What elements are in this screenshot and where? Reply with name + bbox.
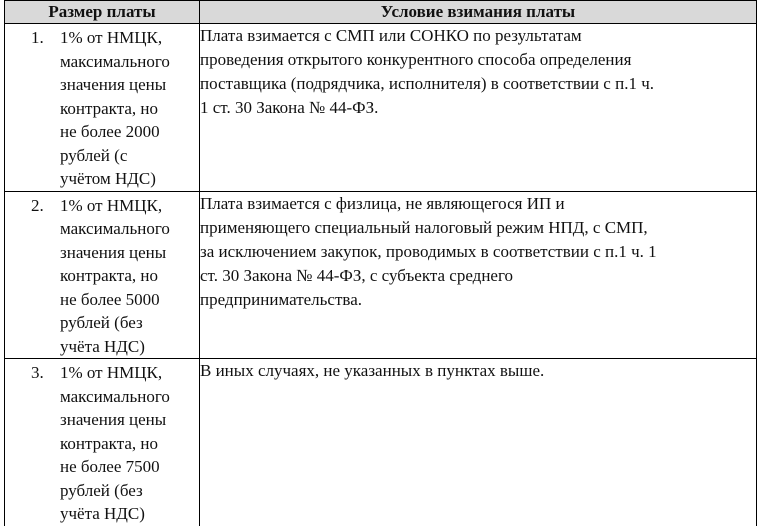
table-row xyxy=(5,359,757,526)
row-number: 2. xyxy=(31,195,44,215)
fee-size-text: 1% от НМЦК, максимального значения цены контракта, но не более 7500 рублей (без учёта НДС) xyxy=(60,363,170,523)
header-fee-condition: Условие взимания платы xyxy=(200,1,757,24)
fee-size-cell xyxy=(5,24,200,192)
table-row xyxy=(5,24,757,192)
fee-table xyxy=(4,0,757,526)
fee-size-text: 1% от НМЦК, максимального значения цены контракта, но не более 5000 рублей (без учёта НДС) xyxy=(60,195,170,356)
table-header-row xyxy=(5,1,757,24)
fee-size-cell xyxy=(5,191,200,359)
fee-size-text: 1% от НМЦК, максимального значения цены контракта, но не более 2000 рублей (с учётом НДС) xyxy=(60,28,170,188)
table-row xyxy=(5,191,757,359)
header-fee-size: Размер платы xyxy=(5,1,200,24)
fee-condition-text: Плата взимается с СМП или СОНКО по результатам проведения открытого конкурентного способа определения поставщика (подрядчика, исполнителя) в соответствии с п.1 ч. 1 ст. 30 Закона № 44-ФЗ. xyxy=(200,24,757,192)
fee-condition-text: В иных случаях, не указанных в пунктах выше. xyxy=(200,359,757,526)
row-number: 3. xyxy=(31,363,44,382)
row-number: 1. xyxy=(31,28,44,47)
fee-condition-text: Плата взимается с физлица, не являющегося ИП и применяющего специальный налоговый режим НПД, с СМП, за исключением закупок, проводимых в соответствии с п.1 ч. 1 ст. 30 Закона № 44-ФЗ, с субъекта среднего предпринимательства. xyxy=(200,191,757,359)
fee-size-cell xyxy=(5,359,200,526)
